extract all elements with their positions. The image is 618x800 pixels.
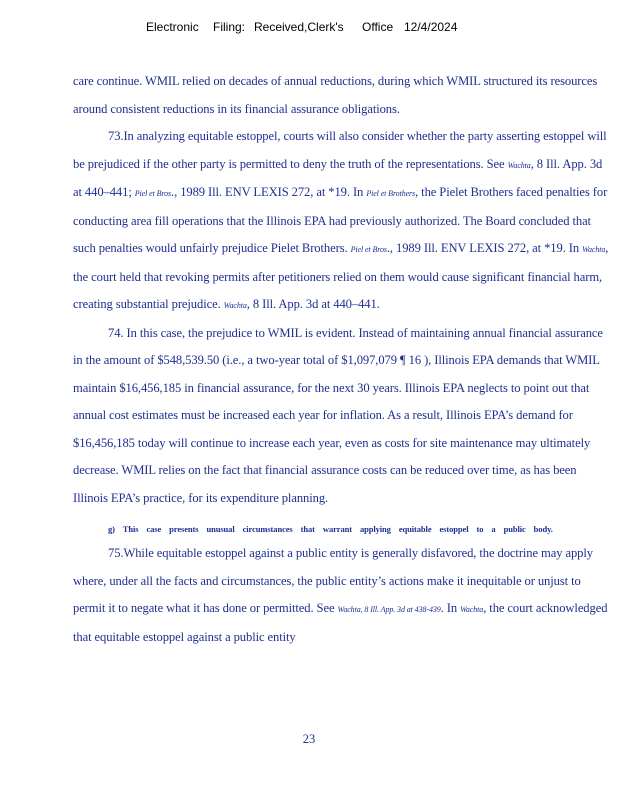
header-date: 12/4/2024 xyxy=(404,20,458,34)
text-run: 73.In analyzing equitable estoppel, courts will also consider whether the party asserting estoppel will be prejudiced if the other party is permitted to deny the truth of the representations. See xyxy=(73,129,607,171)
page-number: 23 xyxy=(302,732,316,746)
section-heading: g) This case presents unusual circumstances that warrant applying equitable estoppel to a public body. xyxy=(108,524,553,534)
case-citation: Piel et Bros xyxy=(134,189,172,198)
header-office: Office xyxy=(362,20,394,34)
case-citation: Wachta xyxy=(582,245,606,254)
text-run: , 8 Ill. App. 3d at 440–441. xyxy=(246,297,380,311)
header-electronic: Electronic xyxy=(146,20,199,34)
header-received: Received,Clerk's xyxy=(254,20,344,34)
case-citation: Wachta xyxy=(223,301,247,310)
text-run: ., 1989 Ill. ENV LEXIS 272, at *19. In xyxy=(386,241,583,255)
text-run: , the court held that revoking permits after petitioners relied on them would cause significant financial harm, creating substantial prejudice. xyxy=(73,241,609,311)
text-run: , the court acknowledged that equitable estoppel against a public entity xyxy=(73,601,608,644)
text-run: ., 1989 Ill. ENV LEXIS 272, at *19. In xyxy=(171,185,367,199)
paragraph-74: 74. In this case, the prejudice to WMIL is evident. Instead of maintaining annual financial assurance in the amount of $548,539.50 (i.e., a two-year total of $1,097,079 ¶ 16 ), Illinois EPA demands that WMIL maintain $16,456,185 in financial assurance, for the next 30 years. Illinois EPA neglects to point out that annual cost estimates must be increased each year for inflation. As a result, Illinois EPA’s demand for $16,456,185 today will continue to increase each year, even as costs for site maintenance may ultimately decrease. WMIL relies on the fact that financial assurance costs can be reduced over time, as has been Illinois EPA’s practice, for its expenditure planning. xyxy=(73,325,603,505)
paragraph-75 xyxy=(73,540,613,651)
text-run: , 8 Ill. App. 3d at 440–441; xyxy=(73,156,603,199)
header-filing: Filing: xyxy=(213,20,246,34)
text-run: 75.While equitable estoppel against a public entity is generally disfavored, the doctrine may apply where, under all the facts and circumstances, the public entity’s actions make it inequitable or unjust to permit it to negate what it has done or permitted. See xyxy=(73,546,593,615)
document-body xyxy=(73,68,613,651)
paragraph-73 xyxy=(73,123,613,320)
text-run: , the Pielet Brothers faced penalties for conducting area fill operations that the Illinois EPA had previously authorized. The Board concluded that such penalties would unfairly prejudice Pielet Brothers. xyxy=(73,185,608,255)
text-run: . In xyxy=(440,601,461,615)
case-citation: Piel et Brothers xyxy=(366,189,416,198)
case-citation: Wachta xyxy=(507,160,531,170)
case-citation: Wachta, 8 Ill. App. 3d at 438-439 xyxy=(337,605,441,614)
case-citation: Wachta xyxy=(460,605,484,614)
case-citation: Piel et Bros xyxy=(350,245,387,254)
paragraph-continuation: care continue. WMIL relied on decades of annual reductions, during which WMIL structured its resources around consistent reductions in its financial assurance obligations. xyxy=(73,74,598,116)
